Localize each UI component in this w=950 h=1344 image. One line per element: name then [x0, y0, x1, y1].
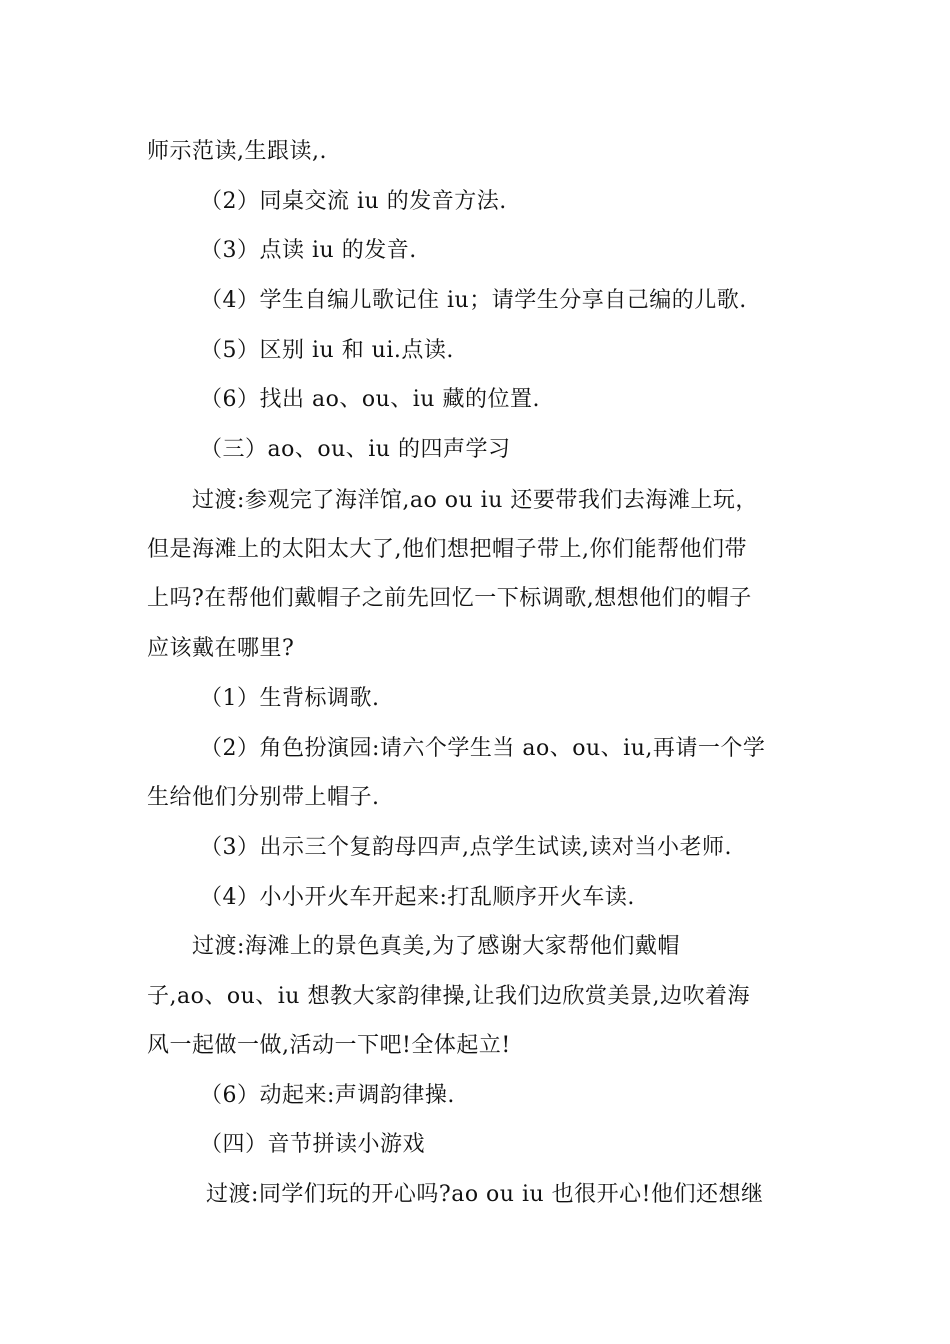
text-line: 过渡:同学们玩的开心吗?ao ou iu 也很开心!他们还想继 — [206, 1182, 764, 1207]
text-line: （2）同桌交流 iu 的发音方法. — [200, 189, 507, 214]
text-line: （6）动起来:声调韵律操. — [200, 1083, 455, 1108]
text-line: （3）出示三个复韵母四声,点学生试读,读对当小老师. — [200, 835, 732, 860]
section-heading: （四）音节拼读小游戏 — [200, 1132, 426, 1157]
text-line: （4）小小开火车开起来:打乱顺序开火车读. — [200, 885, 635, 910]
text-line: （2）角色扮演园:请六个学生当 ao、ou、iu,再请一个学 — [200, 736, 766, 761]
text-line: 过渡:海滩上的景色真美,为了感谢大家帮他们戴帽 — [192, 934, 680, 959]
text-line: 上吗?在帮他们戴帽子之前先回忆一下标调歌,想想他们的帽子 — [147, 586, 752, 611]
text-line: （6）找出 ao、ou、iu 藏的位置. — [200, 387, 540, 412]
text-line: 应该戴在哪里? — [147, 636, 295, 661]
section-heading: （三）ao、ou、iu 的四声学习 — [200, 437, 511, 462]
text-line: （4）学生自编儿歌记住 iu；请学生分享自己编的儿歌. — [200, 288, 747, 313]
text-line: 但是海滩上的太阳太大了,他们想把帽子带上,你们能帮他们带 — [147, 537, 747, 562]
text-line: 风一起做一做,活动一下吧!全体起立! — [147, 1033, 511, 1058]
text-line: （3）点读 iu 的发音. — [200, 238, 417, 263]
text-line: （5）区别 iu 和 ui.点读. — [200, 338, 454, 363]
text-line: 生给他们分别带上帽子. — [147, 785, 380, 810]
text-line: 子,ao、ou、iu 想教大家韵律操,让我们边欣赏美景,边吹着海 — [147, 984, 750, 1009]
text-line: 过渡:参观完了海洋馆,ao ou iu 还要带我们去海滩上玩， — [192, 488, 758, 513]
text-line: 师示范读,生跟读,. — [147, 139, 327, 164]
text-line: （1）生背标调歌. — [200, 686, 380, 711]
